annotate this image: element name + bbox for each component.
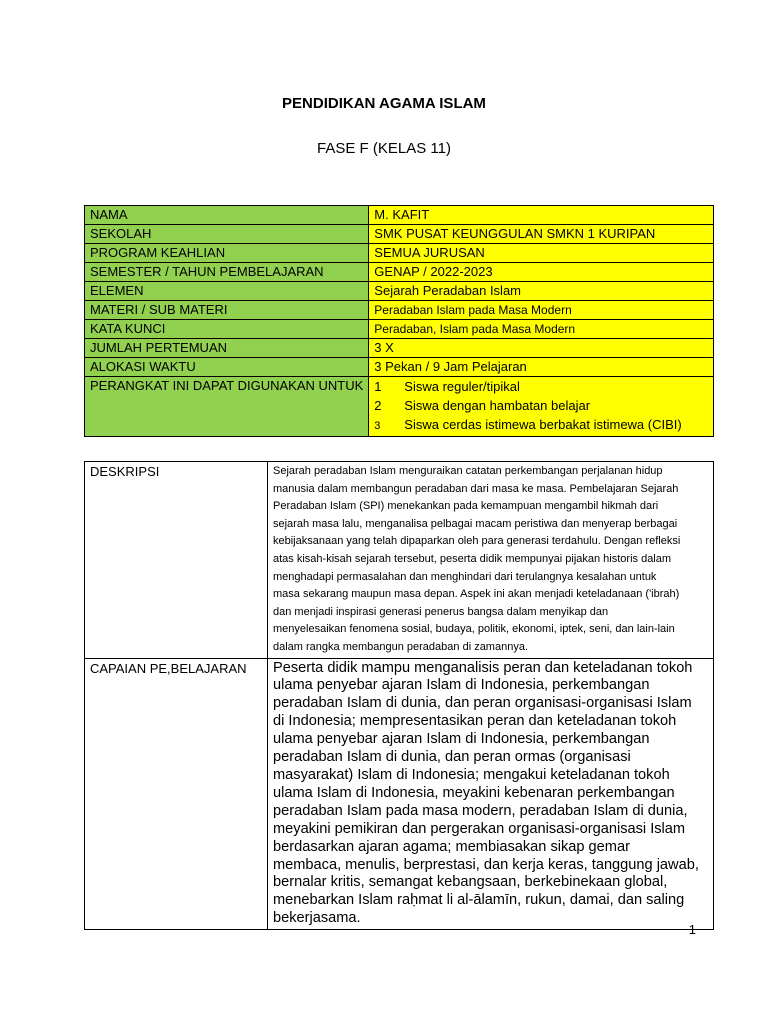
- text-line: masa sekarang maupun masa depan. Aspek ini akan menjadi keteladanaan ('ibrah): [273, 588, 680, 601]
- text-line: peradaban Islam di dunia, dan peran organisasi-organisasi Islam: [273, 695, 692, 712]
- value-nama: M. KAFIT: [369, 206, 714, 225]
- table-row: [85, 263, 714, 282]
- text-line: ulama penyebar ajaran Islam di Indonesia, perkembangan: [273, 677, 650, 694]
- table-row: [85, 282, 714, 301]
- label-alokasi: ALOKASI WAKTU: [85, 358, 369, 377]
- text-line: di Indonesia; mempresentasikan peran dan keteladanan tokoh: [273, 713, 677, 730]
- table-row: [85, 658, 714, 930]
- label-capaian: CAPAIAN PE,BELAJARAN: [85, 658, 268, 930]
- item-text: Siswa dengan hambatan belajar: [404, 398, 591, 413]
- table-row: [85, 301, 714, 320]
- label-kata-kunci: KATA KUNCI: [85, 320, 369, 339]
- text-line: menyelesaikan fenomena sosial, budaya, politik, ekonomi, iptek, seni, dan lain-lain: [273, 623, 675, 636]
- text-line: membaca, menulis, berprestasi, dan kerja keras, tanggung jawab,: [273, 856, 699, 873]
- value-sekolah: SMK PUSAT KEUNGGULAN SMKN 1 KURIPAN: [369, 225, 714, 244]
- label-perangkat: PERANGKAT INI DAPAT DIGUNAKAN UNTUK: [85, 377, 369, 437]
- table-row: [85, 377, 714, 437]
- text-line: dalam rangka membangun peradaban di zamannya.: [273, 640, 528, 653]
- label-jumlah: JUMLAH PERTEMUAN: [85, 339, 369, 358]
- text-line: Sejarah peradaban Islam menguraikan catatan perkembangan perjalanan hidup: [273, 465, 663, 477]
- table-row: [85, 339, 714, 358]
- text-line: dan menjadi inspirasi generasi penerus bangsa dalam menyikap dan: [273, 605, 609, 618]
- document-title: PENDIDIKAN AGAMA ISLAM: [282, 95, 486, 112]
- table-row: [85, 206, 714, 225]
- value-program: SEMUA JURUSAN: [369, 244, 714, 263]
- identity-table: [84, 205, 714, 437]
- text-line: ulama penyebar ajaran Islam di Indonesia, perkembangan: [273, 731, 650, 748]
- text-line: manusia dalam membangun peradaban dari masa ke masa. Pembelajaran Sejarah: [273, 482, 679, 495]
- label-semester: SEMESTER / TAHUN PEMBELAJARAN: [85, 263, 369, 282]
- label-program: PROGRAM KEAHLIAN: [85, 244, 369, 263]
- text-line: kebijaksanaan yang telah dipaparkan oleh para generasi terdahulu. Dengan refleksi: [273, 535, 681, 548]
- label-deskripsi: DESKRIPSI: [85, 462, 268, 659]
- text-line: Peradaban Islam (SPI) menekankan pada kemampuan mengambil hikmah dari: [273, 500, 659, 513]
- text-line: peradaban Islam di dunia, dan peran ormas (organisasi: [273, 749, 631, 766]
- item-text: Siswa cerdas istimewa berbakat istimewa (CIBI): [404, 417, 682, 432]
- value-deskripsi: [268, 462, 714, 659]
- item-number: 3: [374, 420, 381, 432]
- value-elemen: Sejarah Peradaban Islam: [369, 282, 714, 301]
- description-table: [84, 461, 714, 930]
- value-perangkat: [369, 377, 714, 437]
- text-line: bernalar kritis, semangat kebangsaan, berkebinekaan global,: [273, 874, 668, 891]
- table-row: [85, 320, 714, 339]
- value-alokasi: 3 Pekan / 9 Jam Pelajaran: [369, 358, 714, 377]
- text-line: menebarkan Islam raḥmat li al-ālamīn, rukun, damai, dan saling: [273, 892, 685, 909]
- value-capaian: [268, 658, 714, 930]
- table-row: [85, 462, 714, 659]
- value-semester: GENAP / 2022-2023: [369, 263, 714, 282]
- text-line: bekerjasama.: [273, 910, 361, 927]
- list-item: [374, 396, 708, 415]
- text-line: berdasarkan ajaran agama; membiasakan sikap gemar: [273, 838, 630, 855]
- value-materi: Peradaban Islam pada Masa Modern: [369, 301, 714, 320]
- document-subtitle: FASE F (KELAS 11): [317, 140, 451, 157]
- table-row: [85, 244, 714, 263]
- text-line: meyakini pemikiran dan pergerakan organisasi-organisasi Islam: [273, 820, 686, 837]
- label-materi: MATERI / SUB MATERI: [85, 301, 369, 320]
- label-sekolah: SEKOLAH: [85, 225, 369, 244]
- page-number: 1: [688, 922, 696, 937]
- list-item: [374, 415, 708, 436]
- value-kata-kunci: Peradaban, Islam pada Masa Modern: [369, 320, 714, 339]
- value-jumlah: 3 X: [369, 339, 714, 358]
- text-line: ulama Islam di Indonesia, meyakini kebenaran perkembangan: [273, 784, 675, 801]
- table-row: [85, 358, 714, 377]
- text-line: peradaban Islam pada masa modern, peradaban Islam di dunia,: [273, 802, 688, 819]
- label-nama: NAMA: [85, 206, 369, 225]
- text-line: sejarah masa lalu, menganalisa pelbagai macam peristiwa dan menyerap berbagai: [273, 517, 678, 530]
- item-number: 1: [374, 379, 382, 394]
- item-text: Siswa reguler/tipikal: [404, 379, 520, 394]
- table-row: [85, 225, 714, 244]
- text-line: Peserta didik mampu menganalisis peran dan keteladanan tokoh: [273, 659, 693, 676]
- item-number: 2: [374, 398, 382, 413]
- label-elemen: ELEMEN: [85, 282, 369, 301]
- list-item: [374, 377, 708, 396]
- text-line: atas kisah-kisah sejarah tersebut, peserta didik mempunyai pijakan historis dalam: [273, 552, 672, 565]
- text-line: masyarakat) Islam di Indonesia; mengakui keteladanan tokoh: [273, 766, 670, 783]
- text-line: menghadapi permasalahan dan menghindari dari terulangnya kesalahan untuk: [273, 570, 657, 583]
